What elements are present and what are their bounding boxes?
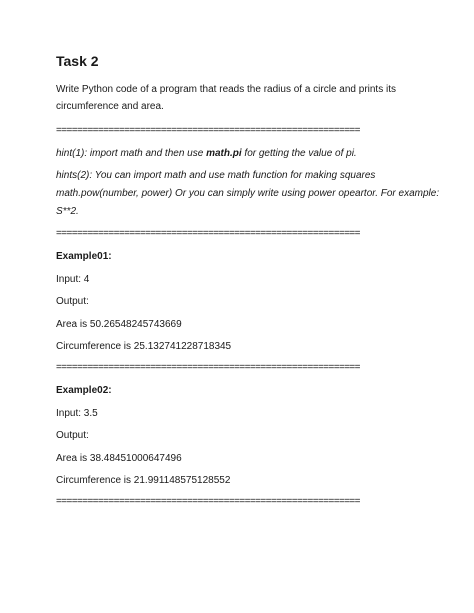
example-1-output-label: Output: — [56, 296, 89, 307]
description-line-2: circumference and area. — [56, 101, 164, 112]
hint-1-suffix: for getting the value of pi. — [241, 148, 357, 159]
separator-4: ========================================================== — [56, 496, 360, 507]
hint-2-line-2: math.pow(number, power) Or you can simply write using power opeartor. For example: — [56, 188, 440, 199]
hint-1-code: math.pi — [206, 148, 242, 159]
description-line-1: Write Python code of a program that reads the radius of a circle and prints its — [56, 84, 396, 95]
example-2-input: Input: 3.5 — [56, 408, 98, 419]
hint-2-line-1: hints(2): You can import math and use math function for making squares — [56, 170, 376, 181]
separator-1: ========================================================== — [56, 125, 360, 136]
example-2-heading: Example02: — [56, 385, 112, 396]
example-2-circumference: Circumference is 21.991148575128552 — [56, 475, 231, 486]
example-1-heading: Example01: — [56, 251, 112, 262]
example-1-circumference: Circumference is 25.132741228718345 — [56, 341, 232, 352]
separator-3: ========================================================== — [56, 362, 360, 373]
example-2-area: Area is 38.48451000647496 — [56, 453, 182, 464]
example-1-area: Area is 50.26548245743669 — [56, 319, 182, 330]
hint-1 — [56, 147, 357, 160]
example-2-output-label: Output: — [56, 430, 89, 441]
example-1-input: Input: 4 — [56, 274, 90, 285]
hint-1-prefix: hint(1): import math and then use — [56, 148, 207, 159]
separator-2: ========================================================== — [56, 228, 360, 239]
task-title: Task 2 — [56, 53, 99, 69]
hint-2-line-3: S**2. — [56, 206, 79, 217]
